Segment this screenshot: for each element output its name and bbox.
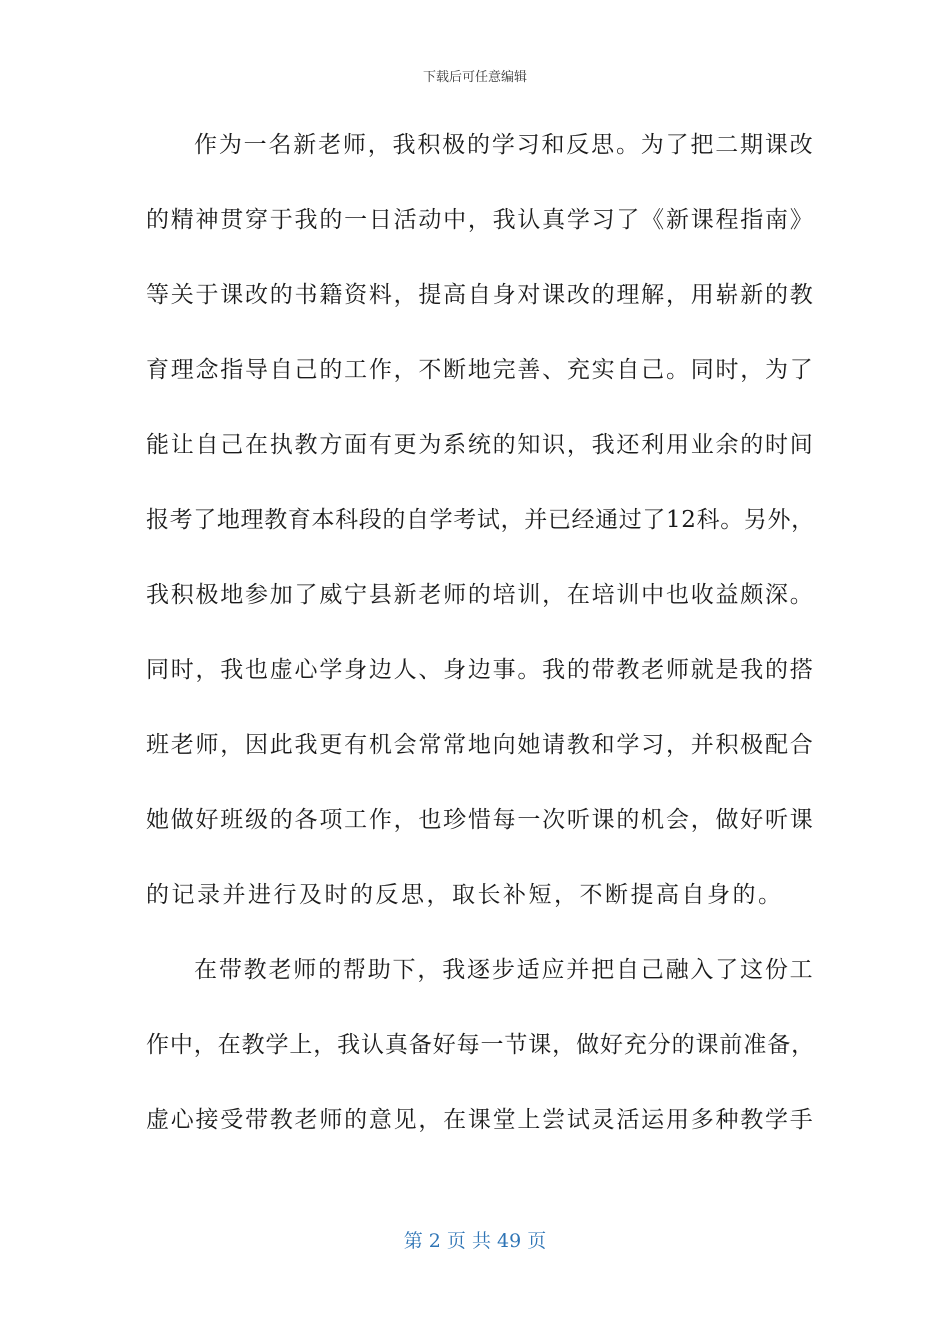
text-line-8: 同时，我也虚心学身边人、身边事。我的带教老师就是我的搭	[146, 657, 815, 683]
text-line-13: 作中，在教学上，我认真备好每一节课，做好充分的课前准备，	[146, 1032, 815, 1058]
text-line-14: 虚心接受带教老师的意见，在课堂上尝试灵活运用多种教学手	[146, 1107, 815, 1133]
text-line-12: 在带教老师的帮助下，我逐步适应并把自己融入了这份工	[194, 957, 815, 983]
text-line-7: 我积极地参加了威宁县新老师的培训，在培训中也收益颇深。	[146, 582, 815, 608]
text-line-10: 她做好班级的各项工作，也珍惜每一次听课的机会，做好听课	[146, 807, 815, 833]
text-line-6: 报考了地理教育本科段的自学考试，并已经通过了12科。另外，	[146, 507, 815, 533]
page-header: 下载后可任意编辑	[422, 70, 527, 85]
text-line-11: 的记录并进行及时的反思，取长补短，不断提高自身的。	[146, 882, 784, 908]
text-line-2: 的精神贯穿于我的一日活动中，我认真学习了《新课程指南》	[146, 207, 815, 233]
text-line-3: 等关于课改的书籍资料，提高自身对课改的理解，用崭新的教	[146, 282, 815, 308]
text-line-9: 班老师，因此我更有机会常常地向她请教和学习，并积极配合	[146, 732, 815, 758]
text-line-4: 育理念指导自己的工作，不断地完善、充实自己。同时，为了	[146, 357, 815, 383]
text-line-1: 作为一名新老师，我积极的学习和反思。为了把二期课改	[194, 132, 815, 158]
page-number-footer: 第 2 页 共 49 页	[403, 1230, 547, 1252]
text-line-5: 能让自己在执教方面有更为系统的知识，我还利用业余的时间	[146, 432, 815, 458]
